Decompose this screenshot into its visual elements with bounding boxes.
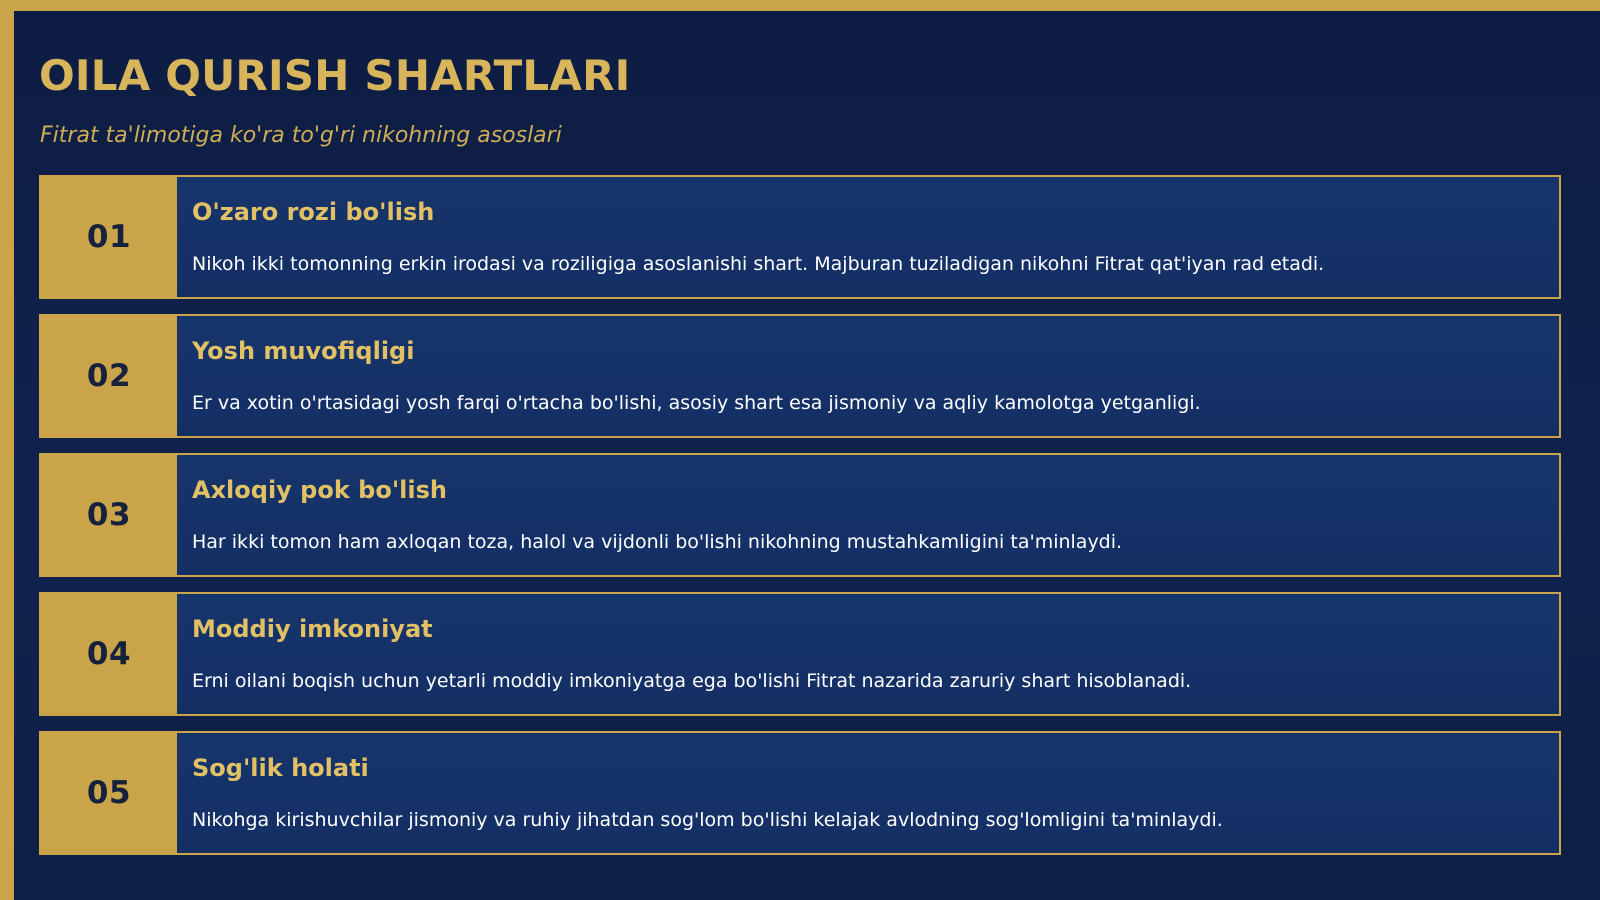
card-title: Moddiy imkoniyat	[192, 615, 433, 643]
condition-card	[39, 175, 1561, 299]
card-body	[177, 594, 1559, 714]
card-number: 03	[86, 497, 132, 533]
card-number: 04	[86, 636, 132, 672]
card-title: Sog'lik holati	[192, 754, 369, 782]
card-description: Nikoh ikki tomonning erkin irodasi va roziligiga asoslanishi shart. Majburan tuziladigan nikohni Fitrat qat'iyan rad etadi.	[192, 253, 1325, 275]
condition-card	[39, 731, 1561, 855]
page-subtitle: Fitrat ta'limotiga ko'ra to'g'ri nikohning asoslari	[40, 123, 562, 148]
card-body	[177, 177, 1559, 297]
card-number-box	[41, 316, 177, 436]
card-description: Er va xotin o'rtasidagi yosh farqi o'rtacha bo'lishi, asosiy shart esa jismoniy va aqliy kamolotga yetganligi.	[192, 392, 1201, 414]
card-description: Nikohga kirishuvchilar jismoniy va ruhiy jihatdan sog'lom bo'lishi kelajak avlodning sog'lomligini ta'minlaydi.	[192, 809, 1223, 831]
card-number-box	[41, 455, 177, 575]
card-title: Axloqiy pok bo'lish	[192, 476, 447, 504]
card-body	[177, 316, 1559, 436]
condition-card	[39, 314, 1561, 438]
page-title: OILA QURISH SHARTLARI	[39, 51, 631, 100]
conditions-list	[39, 175, 1561, 870]
condition-card	[39, 592, 1561, 716]
card-body	[177, 455, 1559, 575]
left-accent-bar	[0, 0, 14, 900]
card-number: 01	[86, 219, 132, 255]
top-accent-bar	[0, 0, 1600, 11]
card-number-box	[41, 177, 177, 297]
card-number: 05	[86, 775, 132, 811]
card-title: O'zaro rozi bo'lish	[192, 198, 435, 226]
card-number: 02	[86, 358, 132, 394]
card-number-box	[41, 594, 177, 714]
card-body	[177, 733, 1559, 853]
card-description: Erni oilani boqish uchun yetarli moddiy imkoniyatga ega bo'lishi Fitrat nazarida zaruriy shart hisoblanadi.	[192, 670, 1192, 692]
card-title: Yosh muvofiqligi	[192, 337, 415, 365]
card-description: Har ikki tomon ham axloqan toza, halol va vijdonli bo'lishi nikohning mustahkamligini ta'minlaydi.	[192, 531, 1123, 553]
card-number-box	[41, 733, 177, 853]
condition-card	[39, 453, 1561, 577]
